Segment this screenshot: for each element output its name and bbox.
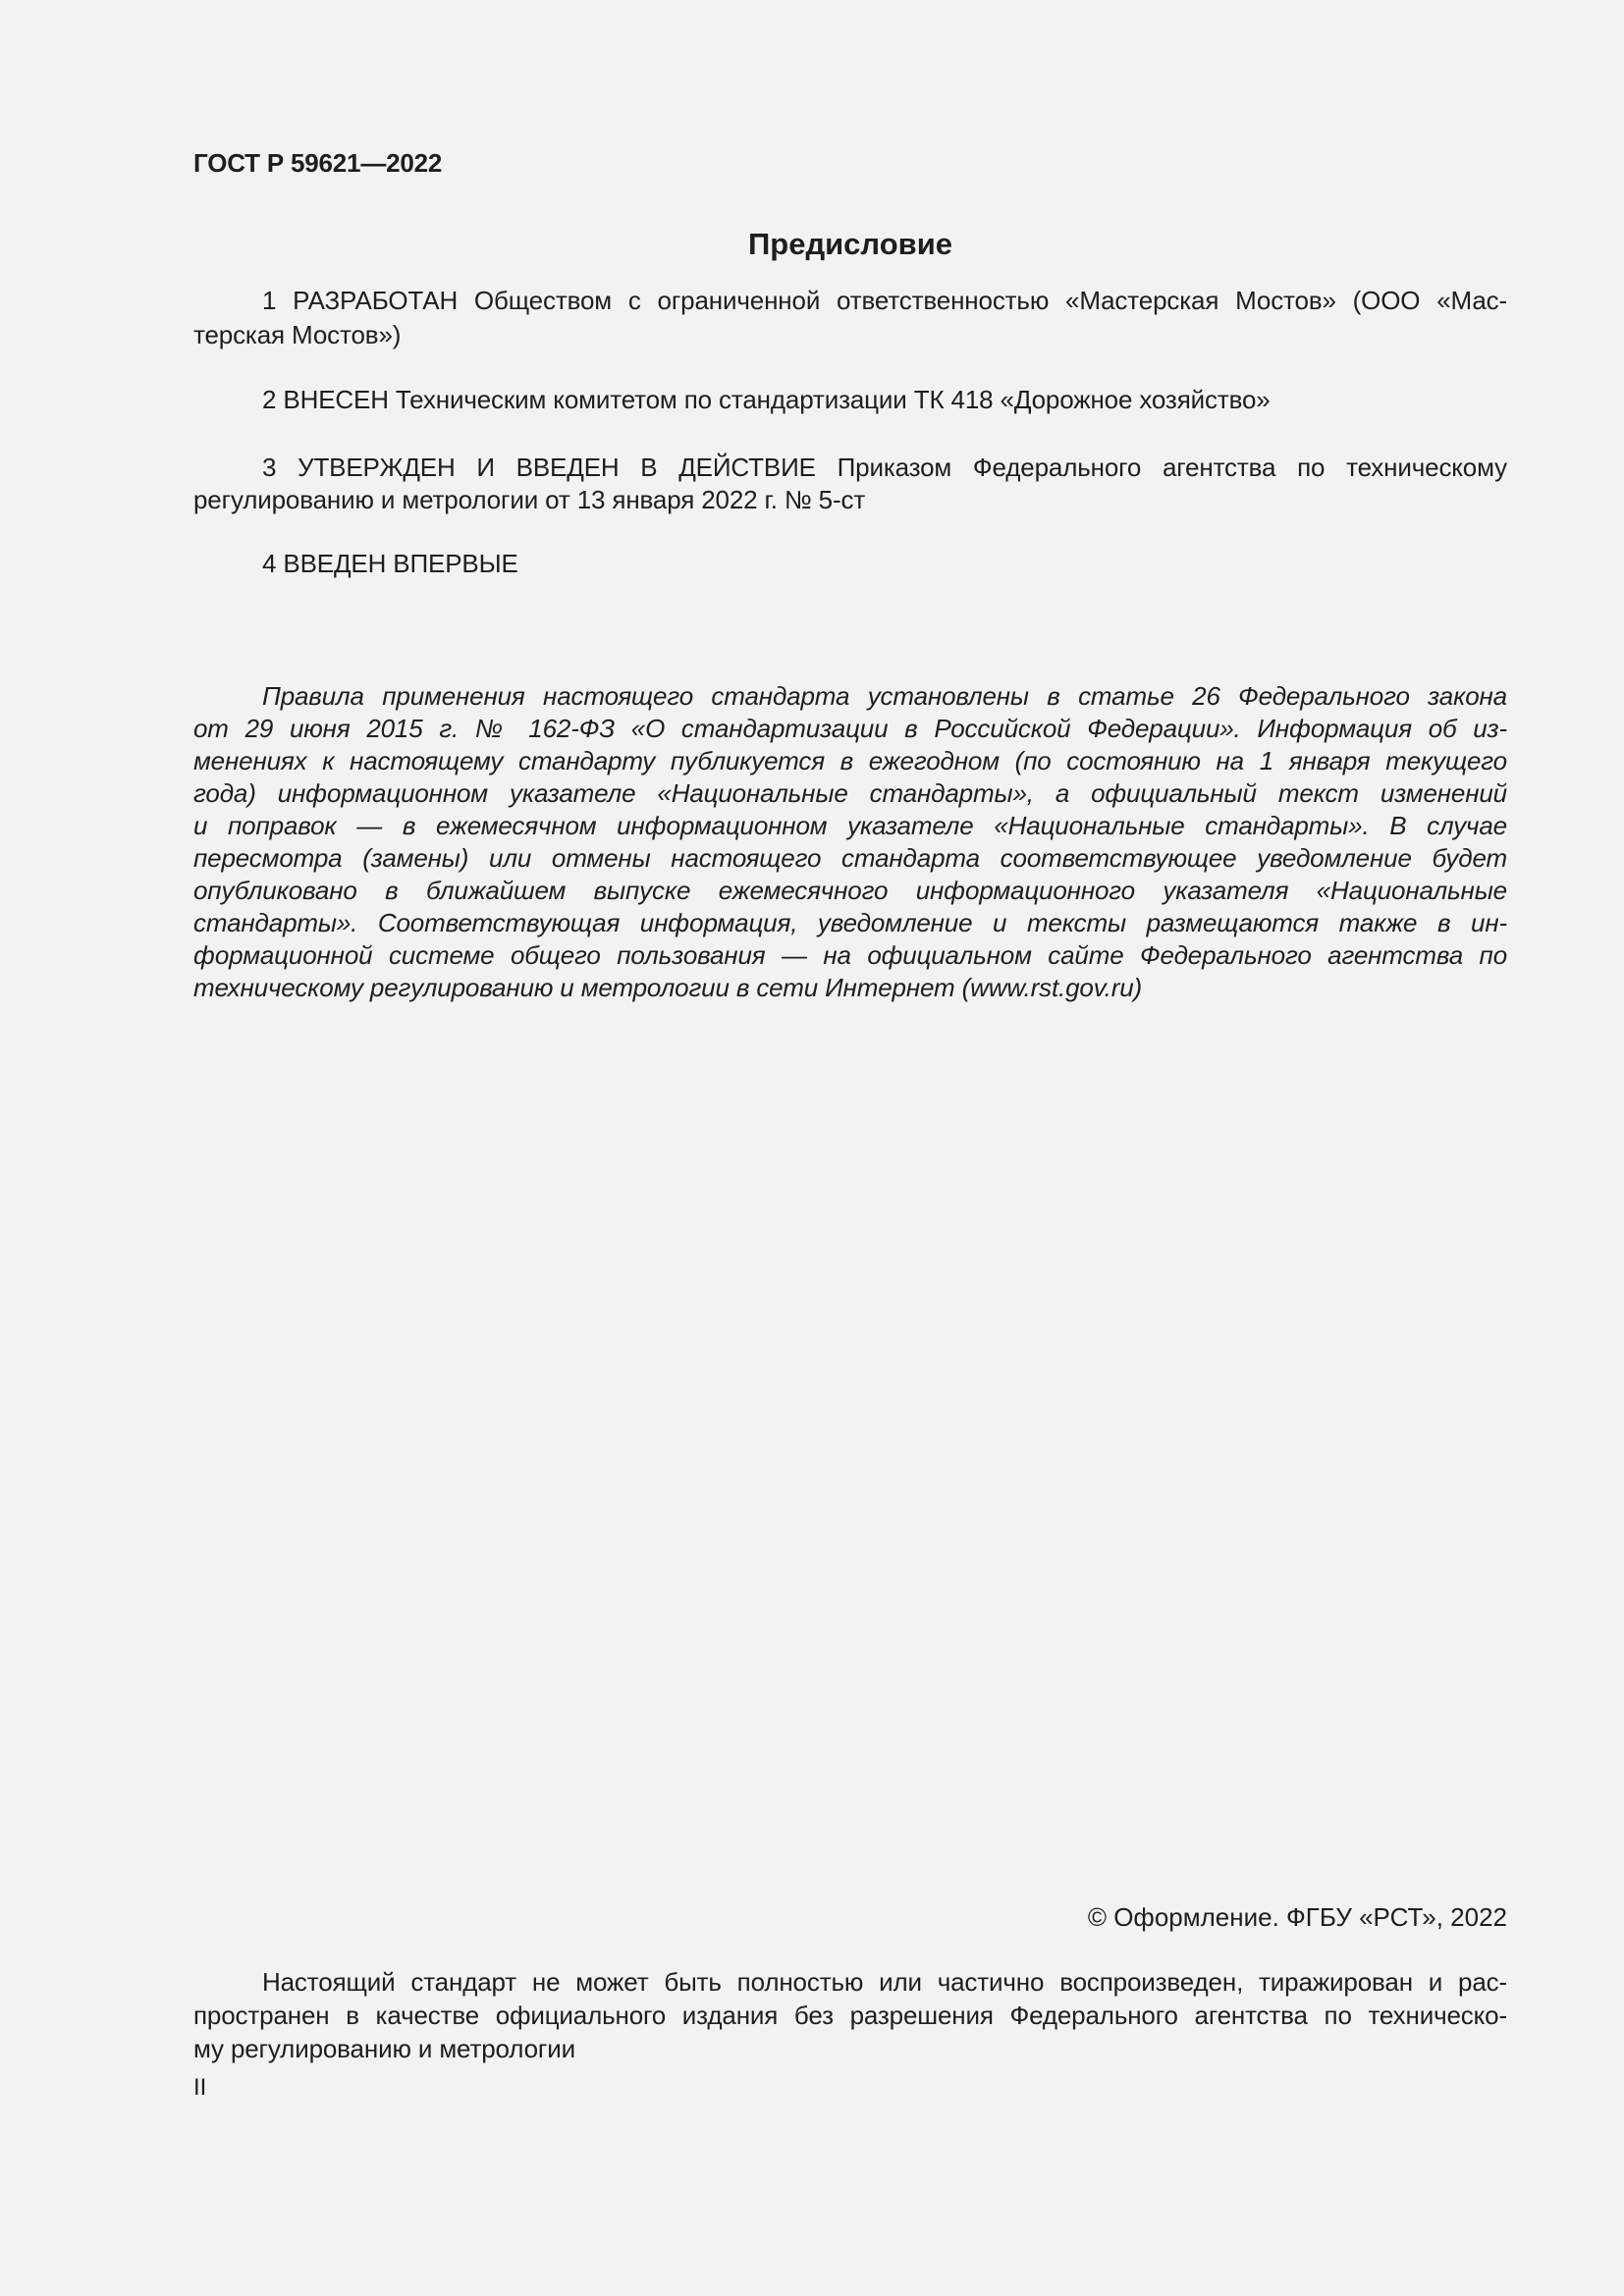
notice-line-2: от 29 июня 2015 г. № 162-ФЗ «О стандартизации в Российской Федерации». Информация об из- <box>193 714 1507 743</box>
notice-line-6: пересмотра (замены) или отмены настоящего стандарта соответствующее уведомление будет <box>193 843 1507 873</box>
foreword-item-1-line-2: терская Мостов») <box>193 320 402 349</box>
notice-line-5: и поправок — в ежемесячном информационном указателе «Национальные стандарты». В случае <box>193 811 1507 840</box>
foreword-item-1-line-1: 1 РАЗРАБОТАН Обществом с ограниченной ответственностью «Мастерская Мостов» (ООО «Мас- <box>262 286 1507 315</box>
notice-line-7: опубликовано в ближайшем выпуске ежемесячного информационного указателя «Национальные <box>193 876 1507 905</box>
notice-line-3: менениях к настоящему стандарту публикуется в ежегодном (по состоянию на 1 января текущего <box>193 746 1507 775</box>
notice-line-4: года) информационном указателе «Национальные стандарты», а официальный текст изменений <box>193 778 1507 808</box>
page-title: Предисловие <box>747 227 952 261</box>
foreword-item-3-line-1: 3 УТВЕРЖДЕН И ВВЕДЕН В ДЕЙСТВИЕ Приказом Федерального агентства по техническому <box>262 453 1507 482</box>
copyright-notice: © Оформление. ФГБУ «РСТ», 2022 <box>1087 1902 1507 1932</box>
standard-code-header: ГОСТ Р 59621—2022 <box>193 148 443 178</box>
foreword-item-3-line-2: регулированию и метрологии от 13 января 2022 г. № 5-ст <box>193 485 866 514</box>
rights-line-1: Настоящий стандарт не может быть полностью или частично воспроизведен, тиражирован и рас- <box>262 1967 1507 1997</box>
notice-line-8: стандарты». Соответствующая информация, уведомление и тексты размещаются также в ин- <box>193 908 1507 937</box>
notice-line-10: техническому регулированию и метрологии в сети Интернет (www.rst.gov.ru) <box>193 973 1143 1002</box>
rights-line-3: му регулированию и метрологии <box>193 2034 576 2063</box>
foreword-item-2-line-1: 2 ВНЕСЕН Техническим комитетом по стандартизации ТК 418 «Дорожное хозяйство» <box>262 385 1271 414</box>
foreword-item-4-line-1: 4 ВВЕДЕН ВПЕРВЫЕ <box>262 549 518 578</box>
rights-line-2: пространен в качестве официального издания без разрешения Федерального агентства по техническо- <box>193 2001 1507 2030</box>
page-number: II <box>193 2074 207 2101</box>
notice-line-9: формационной системе общего пользования — на официальном сайте Федерального агентства по <box>193 940 1507 970</box>
notice-line-1: Правила применения настоящего стандарта установлены в статье 26 Федерального закона <box>262 681 1507 711</box>
